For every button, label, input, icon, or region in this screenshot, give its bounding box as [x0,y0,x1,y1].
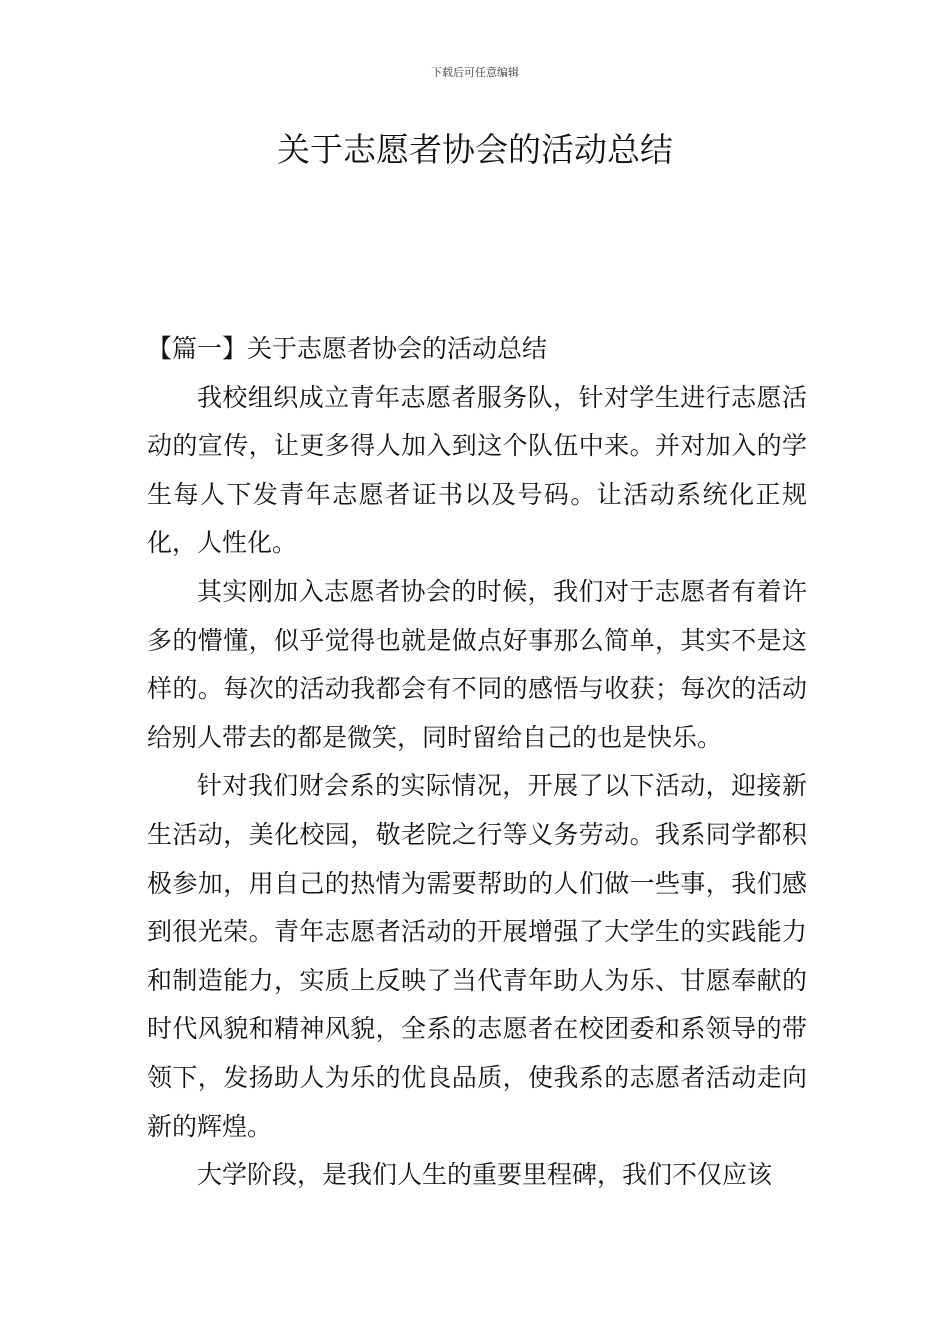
section-heading: 【篇一】关于志愿者协会的活动总结 [147,334,548,363]
document-body [147,325,807,1200]
document-title: 关于志愿者协会的活动总结 [277,130,673,169]
paragraph: 大学阶段，是我们人生的重要里程碑，我们不仅应该 [197,1160,773,1190]
paragraph: 我校组织成立青年志愿者服务队，针对学生进行志愿活动的宣传，让更多得人加入到这个队伍中来。并对加入的学生每人下发青年志愿者证书以及号码。让活动系统化正规化，人性化。 [147,382,807,558]
paragraph: 针对我们财会系的实际情况，开展了以下活动，迎接新生活动，美化校园，敬老院之行等义务劳动。我系同学都积极参加，用自己的热情为需要帮助的人们做一些事，我们感到很光荣。青年志愿者活动的开展增强了大学生的实践能力和制造能力，实质上反映了当代青年助人为乐、甘愿奉献的时代风貌和精神风貌，全系的志愿者在校团委和系领导的带领下，发扬助人为乐的优良品质，使我系的志愿者活动走向新的辉煌。 [147,771,807,1141]
paragraph: 其实刚加入志愿者协会的时候，我们对于志愿者有着许多的懵懂，似乎觉得也就是做点好事那么简单，其实不是这样的。每次的活动我都会有不同的感悟与收获；每次的活动给别人带去的都是微笑，同时留给自己的也是快乐。 [147,576,807,752]
header-note: 下载后可任意编辑 [431,66,519,79]
